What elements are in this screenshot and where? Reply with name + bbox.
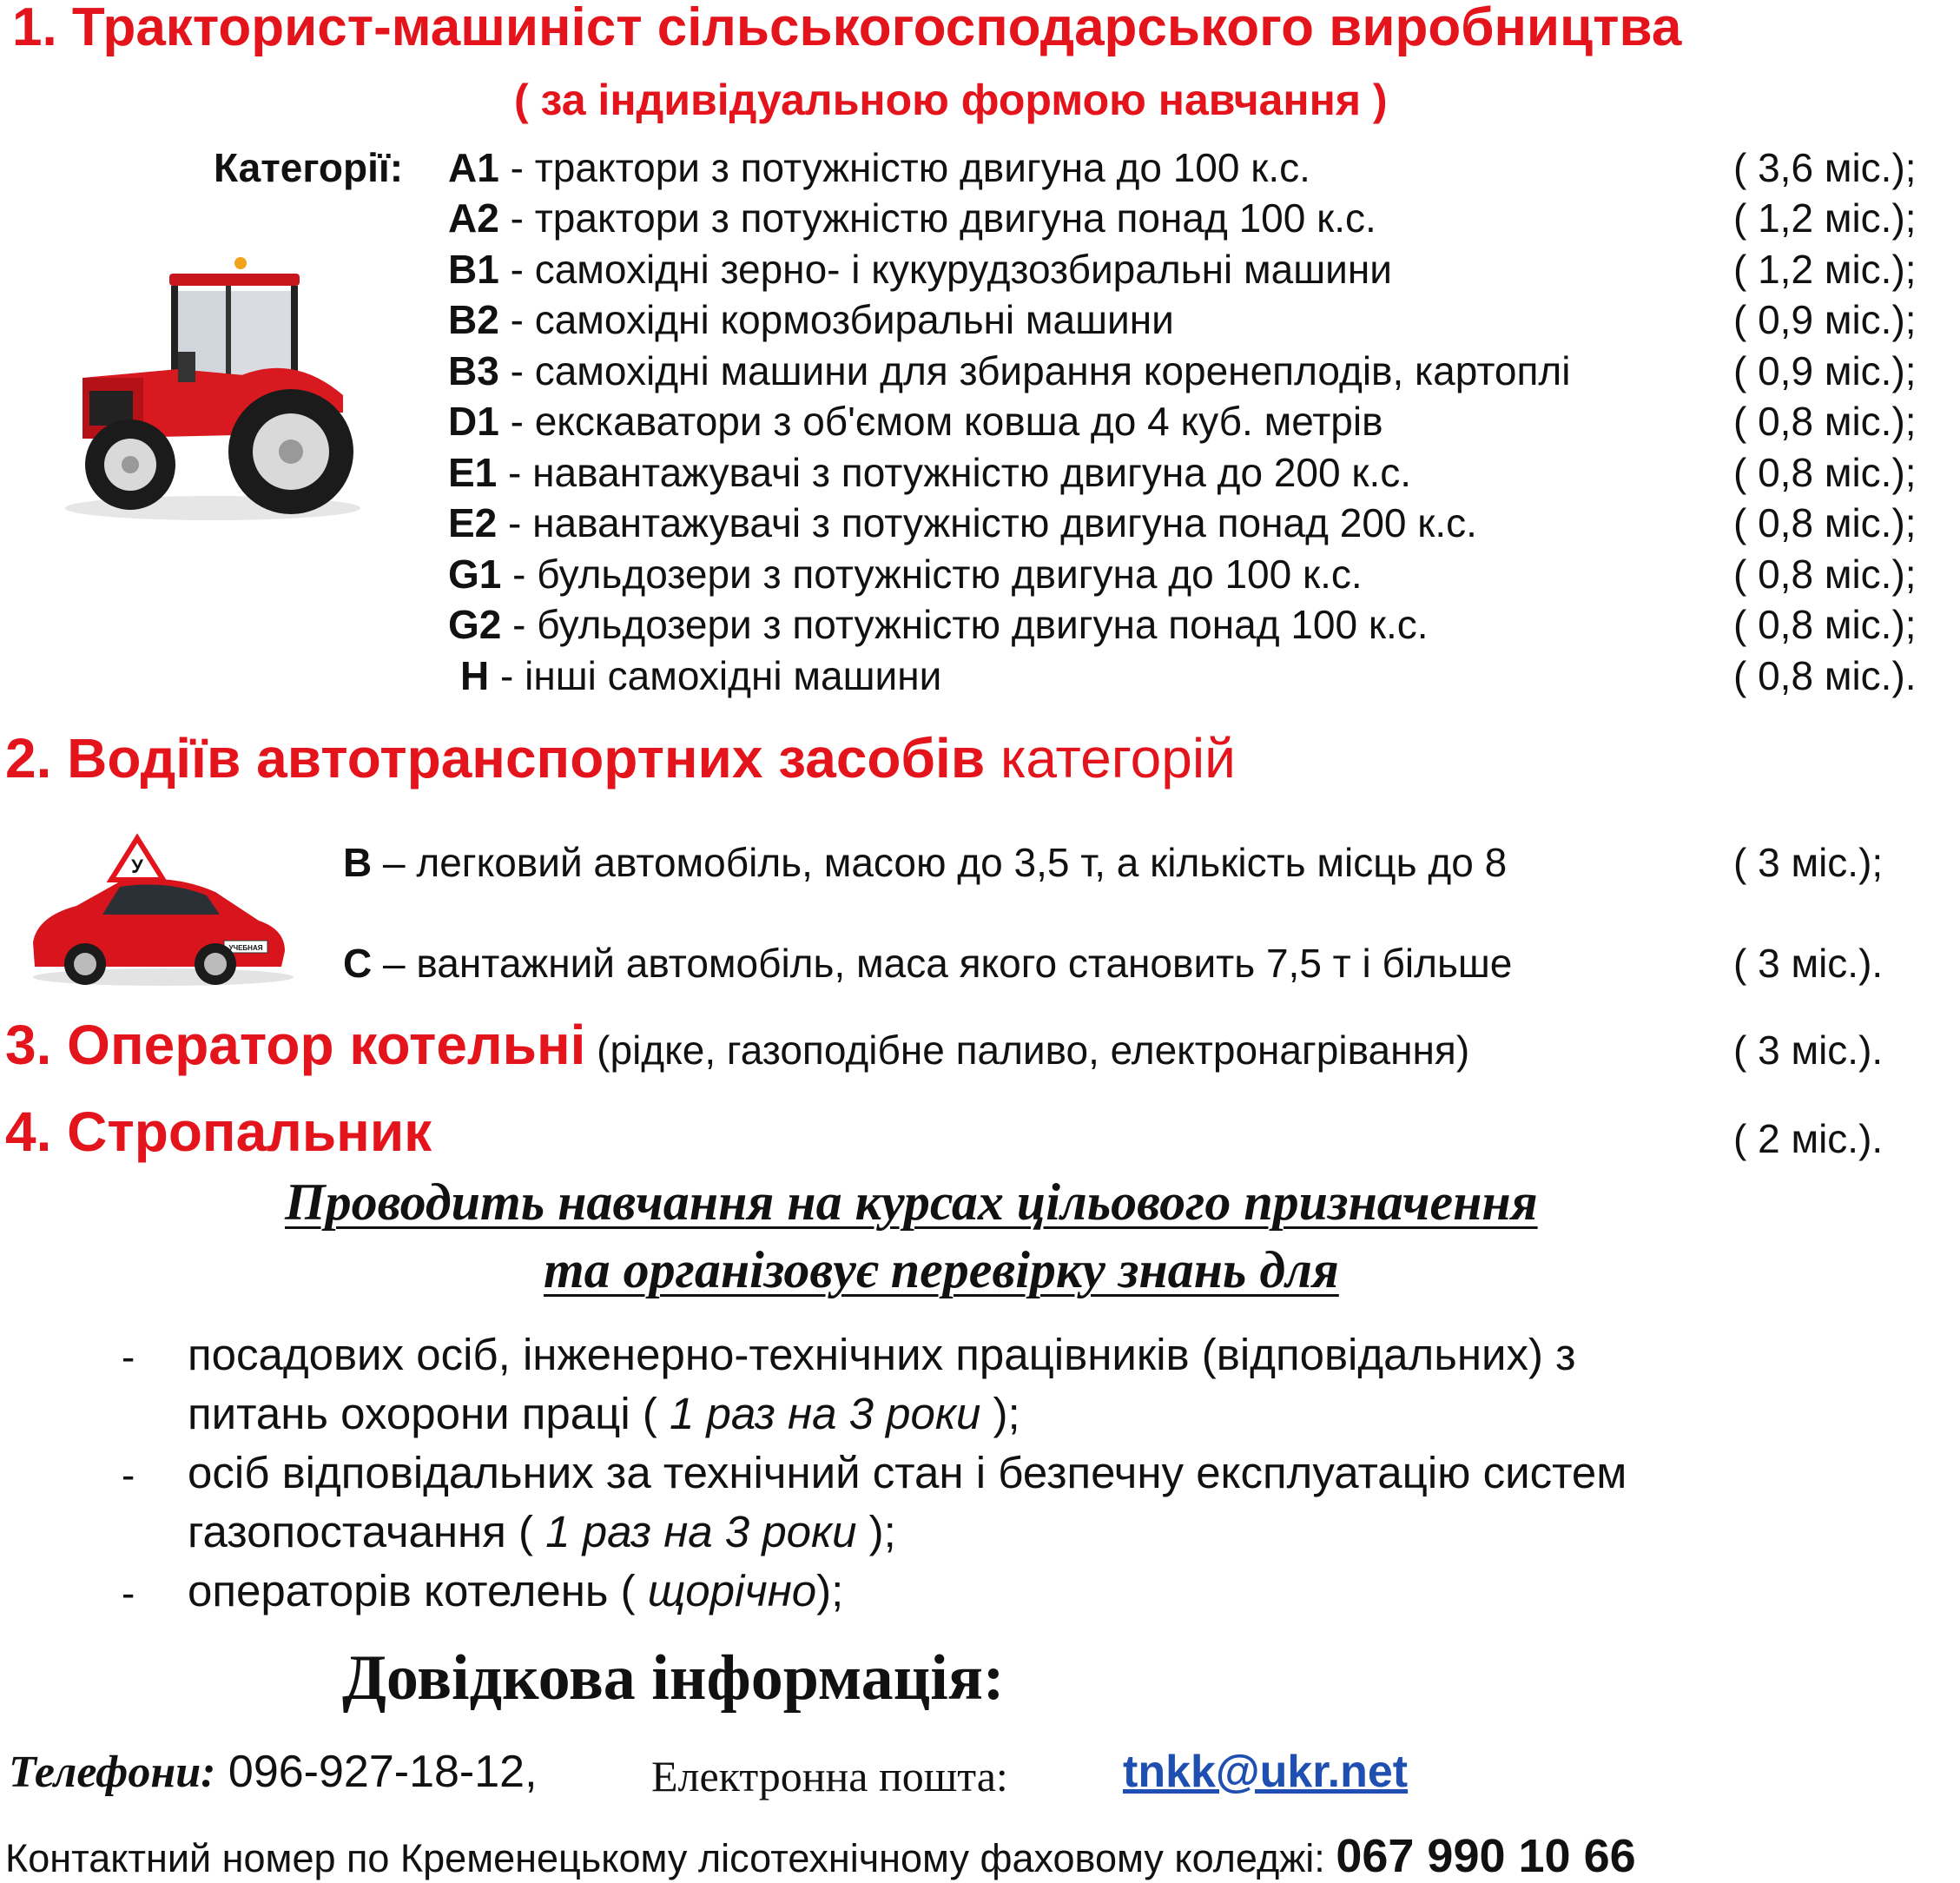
phone-number[interactable]: 096-927-18-12,	[215, 1747, 538, 1797]
section3-title: 3. Оператор котельні	[5, 1014, 586, 1076]
email-link[interactable]: tnkk@ukr.net	[1123, 1747, 1409, 1797]
category-row-b3: B3 - самохідні машини для збирання коренеплодів, картоплі	[448, 348, 1571, 393]
duration-h: ( 0,8 міс.).	[1733, 653, 1917, 698]
section3-line	[5, 1013, 1469, 1077]
section1-subtitle: ( за індивідуальною формою навчання )	[514, 76, 1388, 124]
category-row-g1: G1 - бульдозери з потужністю двигуна до 100 к.с.	[448, 552, 1363, 597]
car-plate-text: УЧЕБНАЯ	[228, 944, 263, 952]
duration-b1: ( 1,2 міс.);	[1733, 247, 1917, 292]
section4-title: 4. Стропальник	[5, 1100, 432, 1163]
bullet-1-line1: посадових осіб, інженерно-технічних працівників (відповідальних) з	[188, 1330, 1576, 1379]
college-phone[interactable]: 067 990 10 66	[1336, 1830, 1636, 1882]
car-illustration	[24, 838, 294, 990]
training-heading-line2: та організовує перевірку знань для	[544, 1241, 1339, 1298]
duration-a1: ( 3,6 міс.);	[1733, 145, 1917, 190]
section4-duration: ( 2 міс.).	[1733, 1116, 1884, 1161]
category-row-b1: B1 - самохідні зерно- і кукурудзозбиральні машини	[448, 247, 1392, 292]
car-roof-sign-text: У	[131, 856, 143, 877]
category-row-d1: D1 - екскаватори з об'ємом ковша до 4 куб. метрів	[448, 399, 1383, 444]
bullet-dash-3: -	[122, 1570, 135, 1615]
section3-note: (рідке, газоподібне паливо, електронагрівання)	[585, 1027, 1470, 1073]
category-row-b2: B2 - самохідні кормозбиральні машини	[448, 297, 1174, 342]
bullet-2-line1: осіб відповідальних за технічний стан і безпечну експлуатацію систем	[188, 1448, 1627, 1497]
categories-label: Категорії:	[214, 145, 404, 190]
duration-e1: ( 0,8 міс.);	[1733, 450, 1917, 495]
training-heading-line1: Проводить навчання на курсах цільового призначення	[285, 1173, 1538, 1231]
duration-b2: ( 0,9 міс.);	[1733, 297, 1917, 342]
category-row-e1: E1 - навантажувачі з потужністю двигуна до 200 к.с.	[448, 450, 1412, 495]
bullet-3-line1: операторів котелень ( щорічно);	[188, 1566, 844, 1615]
duration-g2: ( 0,8 міс.);	[1733, 602, 1917, 647]
vehicle-duration-b: ( 3 міс.);	[1733, 840, 1884, 885]
bullet-1-line2: питань охорони праці ( 1 раз на 3 роки );	[188, 1389, 1020, 1438]
section3-duration: ( 3 міс.).	[1733, 1027, 1884, 1073]
vehicle-duration-c: ( 3 міс.).	[1733, 941, 1884, 986]
vehicle-row-c: C – вантажний автомобіль, маса якого становить 7,5 т і більше	[343, 941, 1513, 986]
category-row-a1: A1 - трактори з потужністю двигуна до 100 к.с.	[448, 145, 1310, 190]
category-row-e2: E2 - навантажувачі з потужністю двигуна понад 200 к.с.	[448, 500, 1477, 545]
contact-phones-line	[9, 1746, 538, 1798]
section1-title: 1. Тракторист-машиніст сільськогосподарського виробництва	[12, 0, 1682, 57]
phones-label: Телефони:	[9, 1748, 216, 1797]
duration-d1: ( 0,8 міс.);	[1733, 399, 1917, 444]
section2-title: 2. Водіїв автотранспортних засобів категорій	[5, 727, 1236, 790]
college-contact-line: Контактний номер по Кременецькому лісотехнічному фаховому коледжі: 067 990 10 66	[5, 1830, 1636, 1882]
category-row-h: H - інші самохідні машини	[460, 653, 942, 698]
category-row-a2: A2 - трактори з потужністю двигуна понад 100 к.с.	[448, 195, 1376, 241]
duration-a2: ( 1,2 міс.);	[1733, 195, 1917, 241]
bullet-dash-2: -	[122, 1452, 135, 1497]
bullet-dash-1: -	[122, 1334, 135, 1379]
tractor-illustration	[48, 248, 369, 525]
duration-e2: ( 0,8 міс.);	[1733, 500, 1917, 545]
contact-title: Довідкова інформація:	[342, 1642, 1005, 1714]
email-label: Електронна пошта:	[651, 1752, 1008, 1800]
duration-g1: ( 0,8 міс.);	[1733, 552, 1917, 597]
category-row-g2: G2 - бульдозери з потужністю двигуна понад 100 к.с.	[448, 602, 1429, 647]
duration-b3: ( 0,9 міс.);	[1733, 348, 1917, 393]
vehicle-row-b: B – легковий автомобіль, масою до 3,5 т, а кількість місць до 8	[343, 840, 1508, 885]
bullet-2-line2: газопостачання ( 1 раз на 3 роки );	[188, 1507, 896, 1556]
